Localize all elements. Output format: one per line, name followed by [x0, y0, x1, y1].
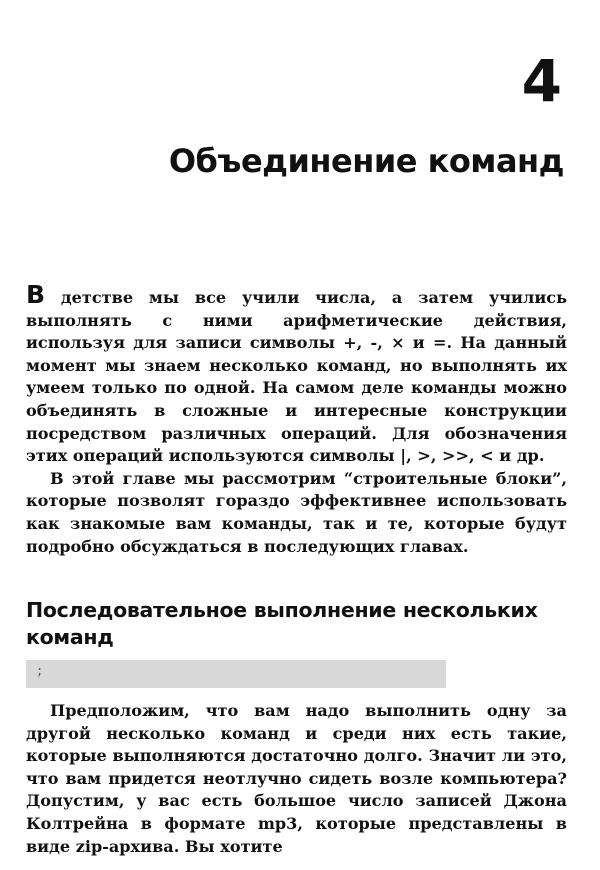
chapter-number: 4	[521, 47, 562, 115]
intro-paragraph-1	[26, 280, 567, 468]
code-sample-bar	[26, 660, 446, 688]
intro-paragraph-2: В этой главе мы рассмотрим “строительные блоки”, которые позволят гораздо эффективнее использовать как знакомые вам команды, так и те, которые будут подробно обсуждаться в последующих главах.	[26, 468, 567, 556]
section-paragraph: Предположим, что вам надо выполнить одну за другой несколько команд и среди них есть такие, которые выполняются достаточно долго. Значит ли это, что вам придется неотлучно сидеть возле компьютера? Допустим, у вас есть большое число записей Джона Колтрейна в формате mp3, которые представлены в виде zip-архива. Вы хотите	[26, 701, 567, 856]
intro-paragraph-1-text: детстве мы все учили числа, а затем учились выполнять с ними арифметические действия, используя для записи символы +, -, × и =. На данный момент мы знаем несколько команд, но выполнять их умеем только по одной. На самом деле команды можно объединять в сложные и интересные конструкции посредством различных операций. Для обозначения этих операций используются символы |, >, >>, < и др.	[26, 288, 567, 466]
chapter-title: Объединение команд	[168, 142, 564, 180]
code-sample-text: ;	[36, 664, 44, 678]
chapter-intro	[26, 280, 567, 574]
section-heading: Последовательное выполнение нескольких команд	[26, 598, 538, 649]
drop-cap: В	[26, 280, 46, 309]
